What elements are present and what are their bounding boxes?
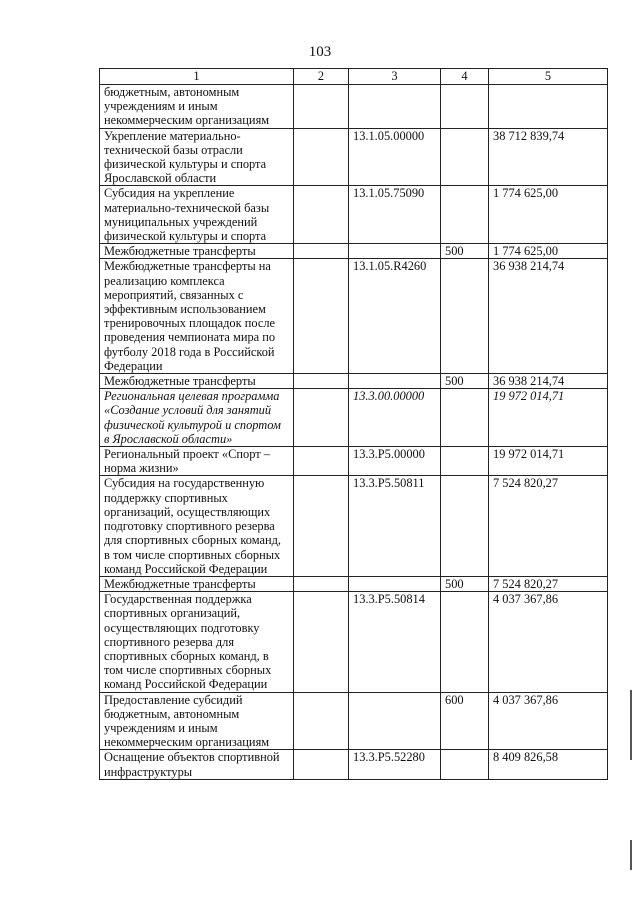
row-name-cell: Межбюджетные трансферты <box>100 244 294 259</box>
row-code-cell <box>349 374 441 389</box>
row-name-cell: Оснащение объектов спортивной инфраструктуры <box>100 750 294 779</box>
row-name-cell: Региональный проект «Спорт – норма жизни» <box>100 447 294 476</box>
row-code-cell: 13.1.05.75090 <box>349 186 441 244</box>
row-name-cell: Укрепление материально-технической базы отрасли физической культуры и спорта Ярославской области <box>100 128 294 186</box>
row-type-cell: 500 <box>441 244 489 259</box>
row-type-cell <box>441 186 489 244</box>
row-col2-cell <box>294 128 349 186</box>
table-row <box>100 692 608 750</box>
row-type-cell <box>441 128 489 186</box>
row-amount-cell: 38 712 839,74 <box>489 128 608 186</box>
row-code-cell: 13.3.00.00000 <box>349 389 441 447</box>
row-amount-cell <box>489 85 608 129</box>
budget-table <box>99 68 608 780</box>
table-row <box>100 592 608 692</box>
table-row <box>100 244 608 259</box>
row-type-cell <box>441 592 489 692</box>
row-amount-cell: 7 524 820,27 <box>489 576 608 591</box>
header-col-2: 2 <box>294 69 349 85</box>
row-type-cell <box>441 476 489 576</box>
table-row <box>100 259 608 374</box>
table-row <box>100 447 608 476</box>
row-code-cell <box>349 576 441 591</box>
row-type-cell: 500 <box>441 374 489 389</box>
row-col2-cell <box>294 374 349 389</box>
row-col2-cell <box>294 186 349 244</box>
row-col2-cell <box>294 750 349 779</box>
row-col2-cell <box>294 85 349 129</box>
row-code-cell <box>349 244 441 259</box>
table-row <box>100 750 608 779</box>
scan-edge-mark <box>630 690 632 760</box>
row-name-cell: Межбюджетные трансферты <box>100 576 294 591</box>
header-col-1: 1 <box>100 69 294 85</box>
header-col-3: 3 <box>349 69 441 85</box>
row-type-cell <box>441 750 489 779</box>
row-code-cell: 13.1.05.00000 <box>349 128 441 186</box>
row-col2-cell <box>294 692 349 750</box>
row-code-cell <box>349 692 441 750</box>
header-col-4: 4 <box>441 69 489 85</box>
table-row <box>100 85 608 129</box>
row-amount-cell: 19 972 014,71 <box>489 389 608 447</box>
row-amount-cell: 19 972 014,71 <box>489 447 608 476</box>
row-col2-cell <box>294 389 349 447</box>
row-code-cell: 13.1.05.R4260 <box>349 259 441 374</box>
row-code-cell: 13.3.P5.52280 <box>349 750 441 779</box>
row-type-cell: 500 <box>441 576 489 591</box>
row-type-cell <box>441 85 489 129</box>
table-row <box>100 389 608 447</box>
row-amount-cell: 4 037 367,86 <box>489 692 608 750</box>
row-type-cell: 600 <box>441 692 489 750</box>
scan-edge-mark <box>630 840 632 870</box>
row-col2-cell <box>294 447 349 476</box>
table-row <box>100 128 608 186</box>
row-amount-cell: 1 774 625,00 <box>489 244 608 259</box>
page-number: 103 <box>308 44 332 60</box>
row-amount-cell: 1 774 625,00 <box>489 186 608 244</box>
row-amount-cell: 36 938 214,74 <box>489 259 608 374</box>
table-row <box>100 476 608 576</box>
row-name-cell: Региональная целевая программа «Создание условий для занятий физической культурой и спортом в Ярославской области» <box>100 389 294 447</box>
row-amount-cell: 4 037 367,86 <box>489 592 608 692</box>
row-col2-cell <box>294 244 349 259</box>
row-code-cell <box>349 85 441 129</box>
table-row <box>100 576 608 591</box>
row-code-cell: 13.3.P5.50814 <box>349 592 441 692</box>
row-col2-cell <box>294 476 349 576</box>
row-col2-cell <box>294 576 349 591</box>
row-name-cell: Межбюджетные трансферты <box>100 374 294 389</box>
row-type-cell <box>441 447 489 476</box>
row-type-cell <box>441 389 489 447</box>
row-amount-cell: 7 524 820,27 <box>489 476 608 576</box>
row-name-cell: Предоставление субсидий бюджетным, автономным учреждениям и иным некоммерческим организациям <box>100 692 294 750</box>
table-row <box>100 374 608 389</box>
row-name-cell: Государственная поддержка спортивных организаций, осуществляющих подготовку спортивного резерва для спортивных сборных команд, в том числе спортивных сборных команд Российской Федерации <box>100 592 294 692</box>
row-name-cell: Субсидия на укрепление материально-технической базы муниципальных учреждений физической культуры и спорта <box>100 186 294 244</box>
table-header-row <box>100 69 608 85</box>
row-amount-cell: 8 409 826,58 <box>489 750 608 779</box>
row-code-cell: 13.3.P5.50811 <box>349 476 441 576</box>
row-name-cell: Субсидия на государственную поддержку спортивных организаций, осуществляющих подготовку спортивного резерва для спортивных сборных команд, в том числе спортивных сборных команд Российской Федерации <box>100 476 294 576</box>
row-name-cell: бюджетным, автономным учреждениям и иным некоммерческим организациям <box>100 85 294 129</box>
table-body <box>100 85 608 780</box>
row-amount-cell: 36 938 214,74 <box>489 374 608 389</box>
row-col2-cell <box>294 259 349 374</box>
row-name-cell: Межбюджетные трансферты на реализацию комплекса мероприятий, связанных с эффективным использованием тренировочных площадок после проведения чемпионата мира по футболу 2018 года в Российской Федерации <box>100 259 294 374</box>
row-col2-cell <box>294 592 349 692</box>
table-row <box>100 186 608 244</box>
row-type-cell <box>441 259 489 374</box>
row-code-cell: 13.3.P5.00000 <box>349 447 441 476</box>
header-col-5: 5 <box>489 69 608 85</box>
